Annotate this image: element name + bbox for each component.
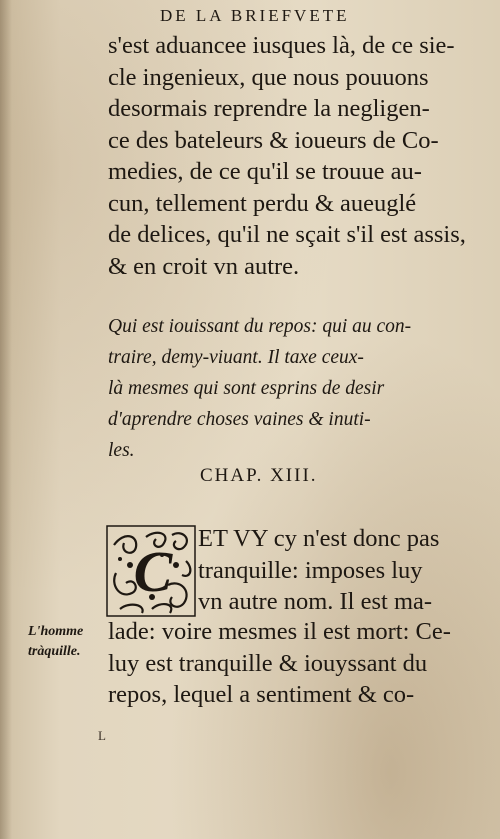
text-line: cle ingenieux, que nous pouuons (108, 63, 429, 91)
text-line: desormais reprendre la negligen- (108, 95, 430, 122)
text-line: ET VY cy n'est donc pas (198, 525, 440, 552)
margin-note-line: L'homme (28, 624, 84, 639)
body-text (108, 30, 468, 282)
continuation-text (108, 616, 468, 711)
ornate-initial-c-icon (106, 525, 196, 617)
text-line: tranquille: imposes luy (198, 556, 423, 584)
argument-line: les. (108, 440, 135, 461)
signature-mark: L (98, 728, 106, 743)
spine-shadow (0, 0, 12, 839)
chapter-heading: CHAP. XIII. (200, 465, 318, 486)
text-line: ce des bateleurs & ioueurs de Co- (108, 126, 439, 154)
argument-line: Qui est iouissant du repos: qui au con- (108, 316, 412, 337)
chapter-argument (108, 311, 468, 466)
margin-note-line: tràquille. (28, 644, 81, 659)
text-line: de delices, qu'il ne sçait s'il est assis, (108, 221, 466, 248)
text-line: repos, lequel a sentiment & co- (108, 681, 415, 708)
text-line: cun, tellement perdu & aueuglé (108, 189, 417, 217)
argument-line: là mesmes qui sont esprins de desir (108, 378, 385, 399)
text-line: & en croit vn autre. (108, 252, 300, 280)
initial-adjacent-text (198, 523, 468, 618)
running-head: DE LA BRIEFVETE (160, 6, 350, 25)
initial-letter: C (133, 539, 173, 604)
text-line: s'est aduancee iusques là, de ce sie- (108, 32, 455, 59)
text-line: medies, de ce qu'il se trouue au- (108, 158, 422, 185)
text-line: vn autre nom. Il est ma- (198, 588, 433, 615)
text-line: lade: voire mesmes il est mort: Ce- (108, 618, 451, 645)
decorated-initial-icon (106, 525, 196, 617)
argument-line: traire, demy-viuant. Il taxe ceux- (108, 347, 364, 368)
argument-line: d'aprendre choses vaines & inuti- (108, 409, 371, 430)
marginal-note (28, 622, 100, 662)
text-line: luy est tranquille & iouyssant du (108, 649, 428, 677)
